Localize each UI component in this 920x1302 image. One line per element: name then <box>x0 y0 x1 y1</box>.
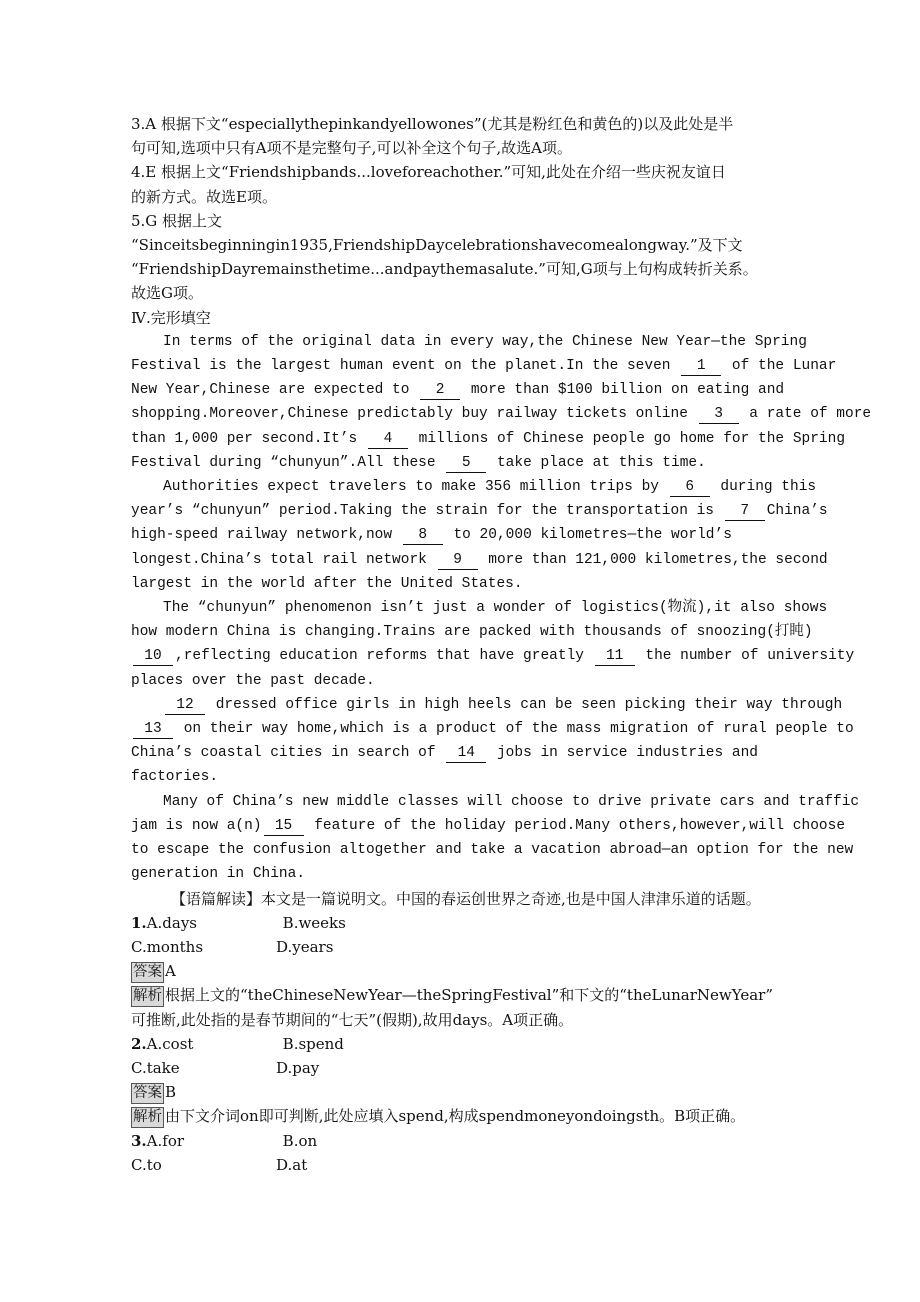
blank-7: 7 <box>725 503 765 521</box>
blank-1: 1 <box>681 358 721 376</box>
blank-9: 9 <box>438 552 478 570</box>
passage-line: Many of China’s new middle classes will choose to drive private cars and traffic <box>163 793 860 810</box>
question-2-answer: 答案 B <box>131 1080 791 1104</box>
blank-4: 4 <box>368 431 408 449</box>
blank-2: 2 <box>420 382 460 400</box>
blank-10: 10 <box>133 648 173 666</box>
question-1-options-row2: C.months D.years <box>131 937 334 956</box>
passage-line: high-speed railway network,now 8 to 20,000 kilometres—the world’s <box>131 527 732 544</box>
blank-8: 8 <box>403 527 443 545</box>
passage-line: jam is now a(n) 15 feature of the holiday period.Many others,however,will choose <box>131 817 846 834</box>
explanation-label: 解析 <box>131 1107 164 1128</box>
passage-line: 13 on their way home,which is a product of the mass migration of rural people to <box>131 717 791 741</box>
question-3-options-row1: 3.A.for B.on <box>131 1131 318 1150</box>
passage-line: than 1,000 per second.It’s 4 millions of Chinese people go home for the Spring <box>131 430 846 447</box>
passage-line: In terms of the original data in every way,the Chinese New Year—the Spring <box>163 333 807 350</box>
explanation-5-line1: 5.G 根据上文 <box>131 211 223 230</box>
question-2-options-row2: C.take D.pay <box>131 1058 320 1077</box>
passage-line: China’s coastal cities in search of 14 jobs in service industries and <box>131 745 759 762</box>
passage-line: The “chunyun” phenomenon isn’t just a wonder of logistics(物流),it also shows <box>163 600 828 617</box>
question-1-options-row1: 1.A.days B.weeks <box>131 913 346 932</box>
blank-13: 13 <box>133 721 173 739</box>
document-page <box>131 112 872 1177</box>
explanation-5-line2: “Sinceitsbeginningin1935,FriendshipDaycelebrationshavecomealongway.”及下文 <box>131 236 743 255</box>
passage-line: year’s “chunyun” period.Taking the strain for the transportation is 7 China’s <box>131 503 828 520</box>
question-1-explanation: 解析 根据上文的“theChineseNewYear—theSpringFestival”和下文的“theLunarNewYear” <box>131 983 791 1007</box>
passage-line: Festival is the largest human event on the planet.In the seven 1 of the Lunar <box>131 358 837 375</box>
blank-5: 5 <box>446 455 486 473</box>
passage-line: Festival during “chunyun”.All these 5 take place at this time. <box>131 454 706 471</box>
blank-11: 11 <box>595 648 635 666</box>
passage-line: 10 ,reflecting education reforms that have greatly 11 the number of university <box>131 644 791 668</box>
passage-line: generation in China. <box>131 866 306 883</box>
answer-label: 答案 <box>131 962 164 983</box>
explanation-4-line1: 4.E 根据上文“Friendshipbands...loveforeachother.”可知,此处在介绍一些庆祝友谊日 <box>131 163 726 182</box>
question-3-options-row2: C.to D.at <box>131 1155 308 1174</box>
blank-15: 15 <box>264 818 304 836</box>
passage-line: how modern China is changing.Trains are packed with thousands of snoozing(打盹) <box>131 624 813 641</box>
passage-line: 12 dressed office girls in high heels can be seen picking their way through <box>131 693 791 717</box>
passage-line: longest.China’s total rail network 9 more than 121,000 kilometres,the second <box>131 551 828 568</box>
passage-line: factories. <box>131 769 219 786</box>
explanation-4-line2: 的新方式。故选E项。 <box>131 187 277 206</box>
passage-line: largest in the world after the United States. <box>131 575 523 592</box>
blank-14: 14 <box>446 745 486 763</box>
passage-analysis: 【语篇解读】本文是一篇说明文。中国的春运创世界之奇迹,也是中国人津津乐道的话题。 <box>171 889 761 908</box>
passage-line: Authorities expect travelers to make 356 million trips by 6 during this <box>163 479 817 496</box>
blank-3: 3 <box>699 406 739 424</box>
question-2-options-row1: 2.A.cost B.spend <box>131 1034 344 1053</box>
section-title: Ⅳ.完形填空 <box>131 308 211 327</box>
explanation-5-line4: 故选G项。 <box>131 284 203 303</box>
blank-6: 6 <box>670 479 710 497</box>
explanation-label: 解析 <box>131 986 164 1007</box>
explanation-3-line2: 句可知,选项中只有A项不是完整句子,可以补全这个句子,故选A项。 <box>131 139 572 158</box>
explanation-3-line1: 3.A 根据下文“especiallythepinkandyellowones”(尤其是粉红色和黄色的)以及此处是半 <box>131 115 734 133</box>
question-1-explanation-cont: 可推断,此处指的是春节期间的“七天”(假期),故用days。A项正确。 <box>131 1010 574 1029</box>
passage-line: to escape the confusion altogether and take a vacation abroad—an option for the new <box>131 842 854 859</box>
blank-12: 12 <box>165 697 205 715</box>
question-2-explanation: 解析 由下文介词on即可判断,此处应填入spend,构成spendmoneyondoingsth。B项正确。 <box>131 1104 791 1128</box>
passage-line: New Year,Chinese are expected to 2 more than $100 billion on eating and <box>131 382 785 399</box>
passage-line: places over the past decade. <box>131 672 375 689</box>
answer-label: 答案 <box>131 1083 164 1104</box>
question-1-answer: 答案 A <box>131 959 791 983</box>
passage-line: shopping.Moreover,Chinese predictably buy railway tickets online 3 a rate of more <box>131 406 872 423</box>
explanation-5-line3: “FriendshipDayremainsthetime...andpaythemasalute.”可知,G项与上句构成转折关系。 <box>131 260 758 279</box>
